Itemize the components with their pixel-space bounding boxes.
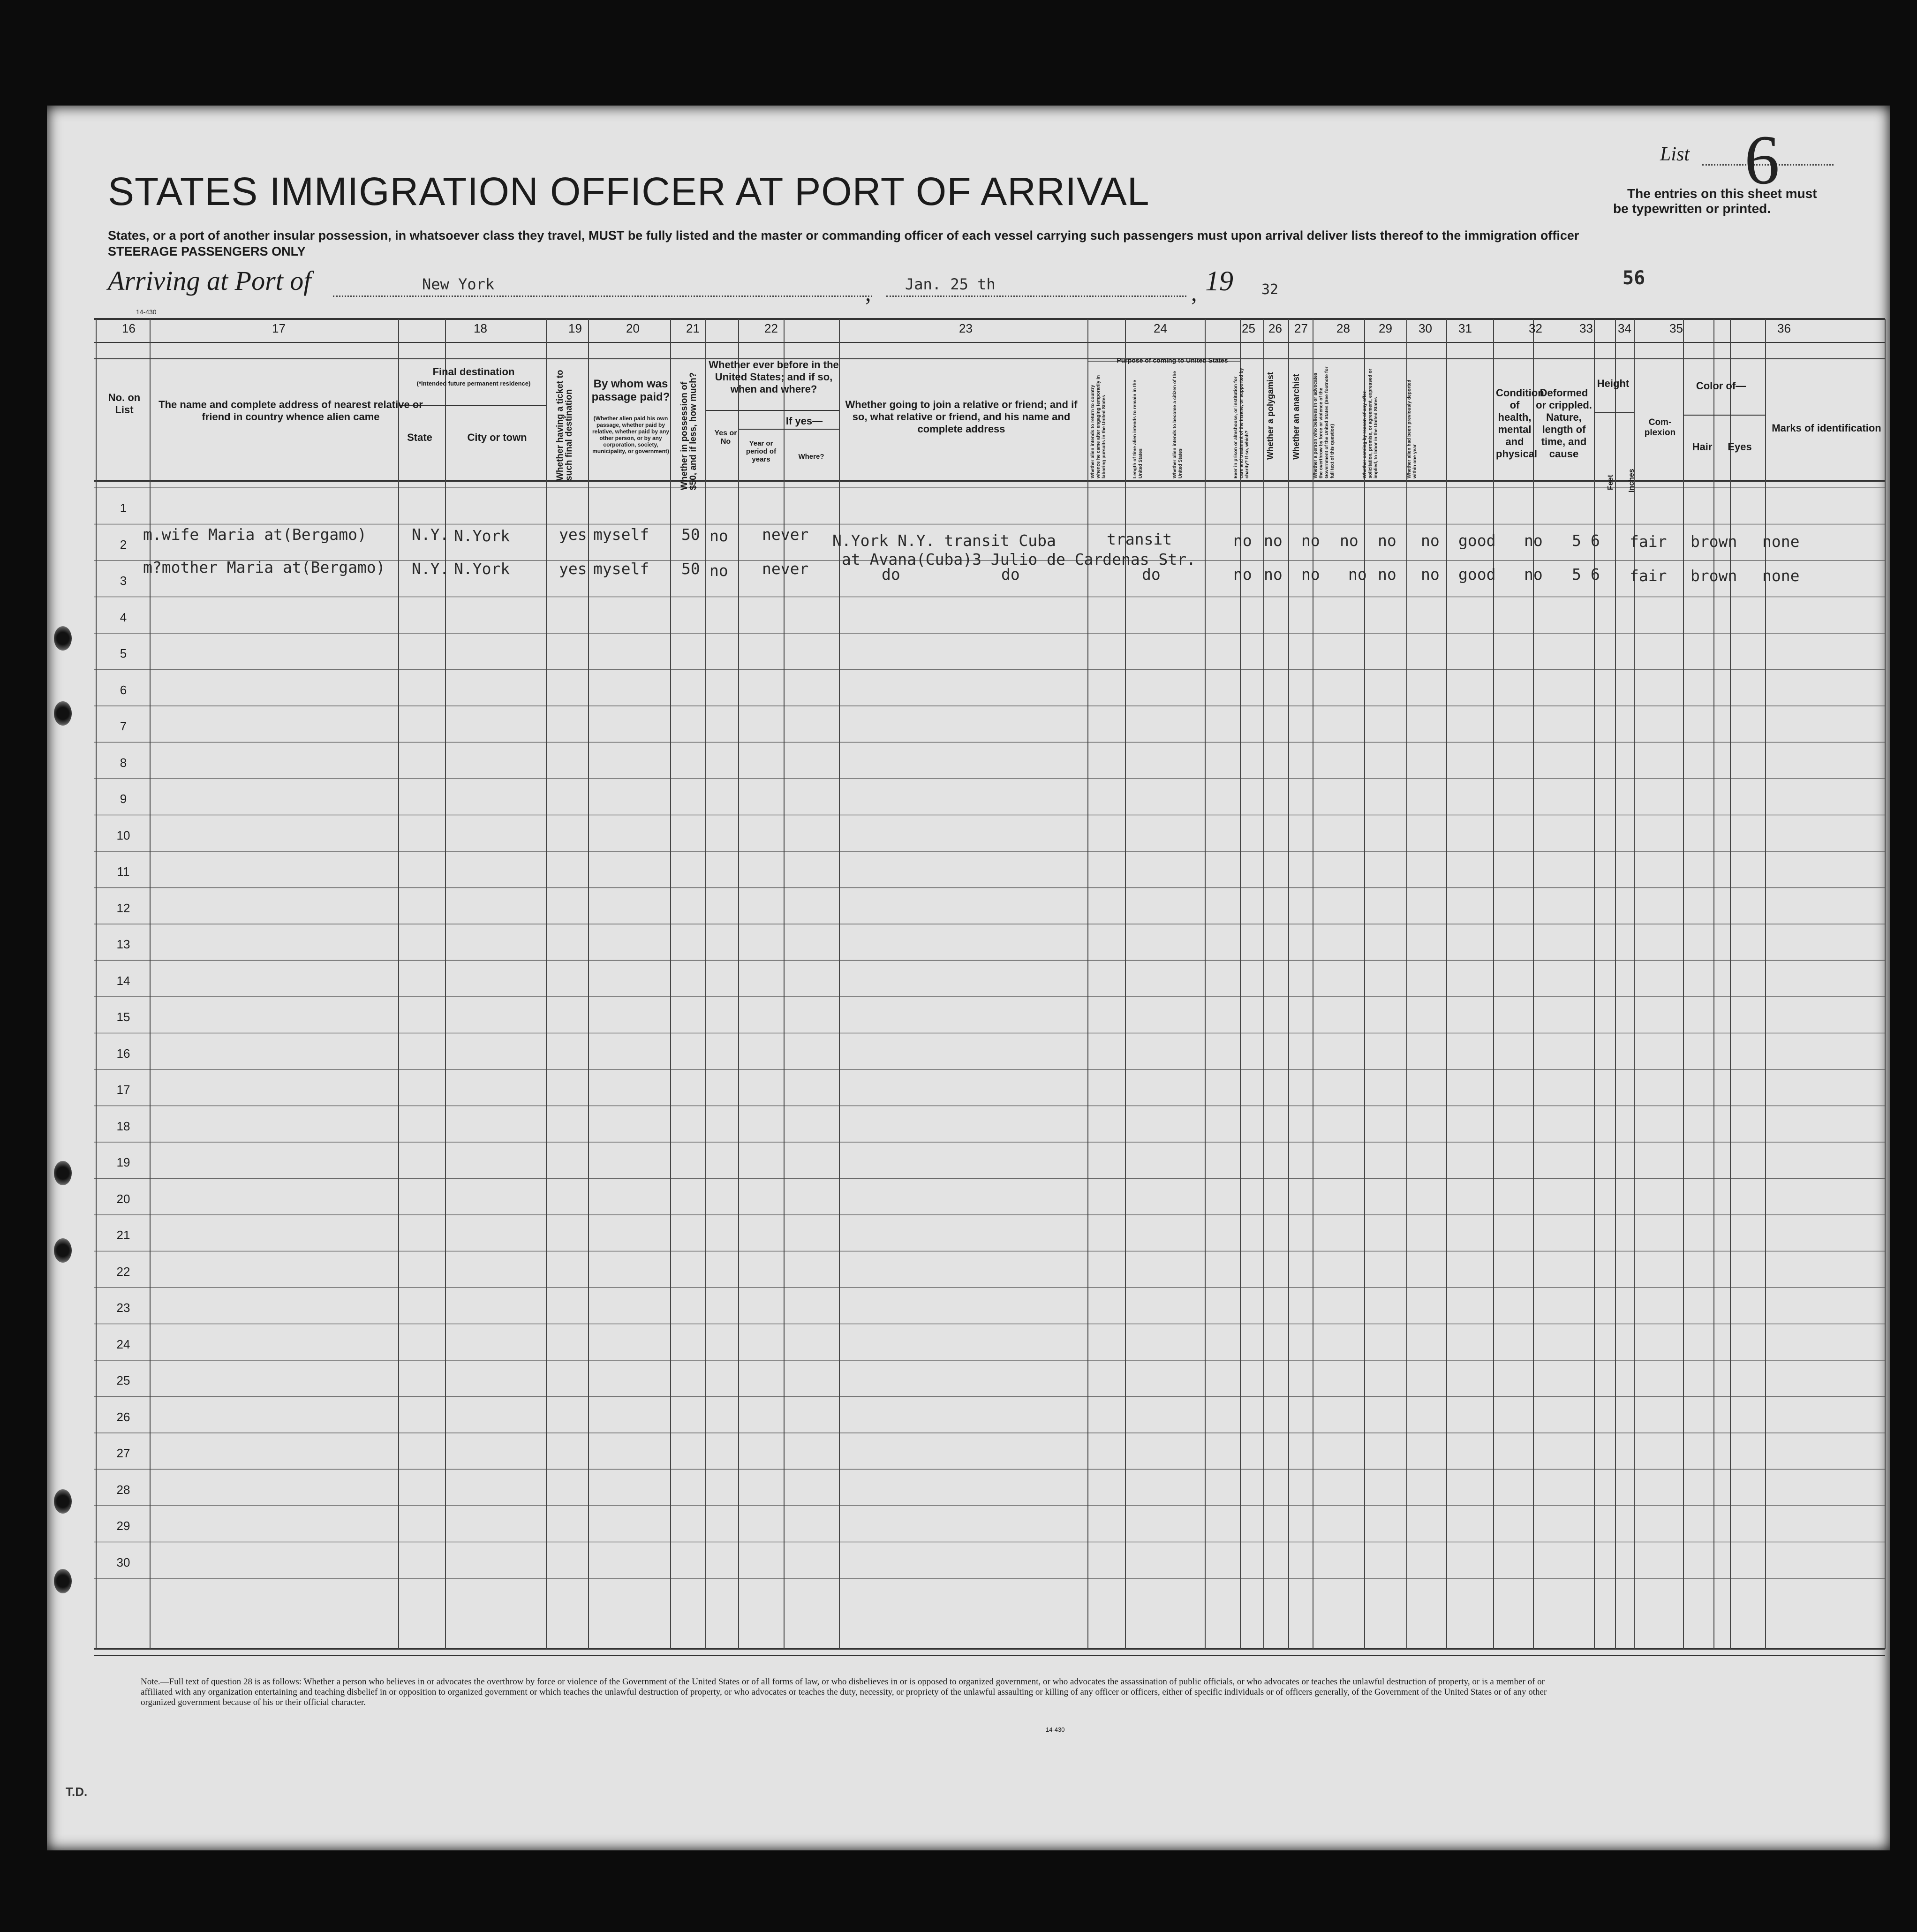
header-final-destination: Final destination <box>432 366 515 378</box>
row-number: 8 <box>120 755 127 770</box>
header-relative: The name and complete address of nearest relative or friend in country whence alien came <box>158 399 423 423</box>
header-inches: Inches <box>1628 469 1636 492</box>
cell-period: never <box>762 560 809 578</box>
page-title: STATES IMMIGRATION OFFICER AT PORT OF ARRIVAL <box>108 169 1150 213</box>
row-number: 4 <box>120 610 127 624</box>
header-state: State <box>407 432 432 443</box>
cell-polygamist: no <box>1264 531 1283 550</box>
row-number: 16 <box>116 1046 130 1061</box>
cell-money: 50 <box>681 525 700 544</box>
header-money: Whether in possession of $50, and if less, how much? <box>679 372 698 490</box>
cell-before: no <box>709 561 728 580</box>
cell-state: N.Y. <box>412 525 449 544</box>
cell-q29: no <box>1378 565 1396 583</box>
port-label: Arriving at Port of <box>108 265 311 296</box>
cell-join-ditto-2: do <box>1001 565 1020 583</box>
punch-hole <box>54 701 72 726</box>
cell-state: N.Y. <box>412 560 449 578</box>
cell-city: N.York <box>454 527 510 545</box>
header-join-relative: Whether going to join a relative or friend; and if so, what relative or friend, and his name and complete address <box>845 399 1078 435</box>
cell-relative: m.wife Maria at(Bergamo) <box>143 525 367 544</box>
header-if-yes: If yes— <box>785 415 823 427</box>
header-prison: Ever in prison or almshouse, or institution for care and treatment of the insane, or supported by charity? If so, which? <box>1233 368 1250 478</box>
row-number: 25 <box>116 1373 130 1387</box>
cell-eyes: none <box>1762 567 1800 585</box>
cell-relative: m?mother Maria at(Bergamo) <box>143 558 385 576</box>
row-number: 21 <box>116 1228 130 1242</box>
list-label: List <box>1660 144 1690 165</box>
cell-before: no <box>709 527 728 545</box>
row-number: 1 <box>120 501 127 515</box>
cell-hair: brown <box>1691 532 1737 551</box>
cell-purpose: do <box>1142 565 1161 583</box>
header-paid-by-sub: (Whether alien paid his own passage, whether paid by relative, whether paid by any other person, or by any corporation, society, municipality, or government) <box>592 415 670 455</box>
row-number: 27 <box>116 1446 130 1460</box>
year-prefix: 19 <box>1205 265 1233 296</box>
row-number: 9 <box>120 792 127 806</box>
header-polygamist: Whether a polygamist <box>1266 371 1275 460</box>
header-final-destination-sub: (*Intended future permanent residence) <box>416 380 531 387</box>
header-purpose-return: Whether alien intends to return to country whence he came after engaging temporarily in laboring pursuits in the United States <box>1090 375 1107 478</box>
row-number: 22 <box>116 1264 130 1279</box>
header-complexion: Com-plexion <box>1644 417 1676 438</box>
cell-join: at Avana(Cuba)3 Julio de Cardenas Str. <box>842 550 1196 568</box>
header-city: City or town <box>467 432 527 443</box>
header-eyes: Eyes <box>1728 441 1752 453</box>
row-number: 23 <box>116 1301 130 1315</box>
row-number: 26 <box>116 1409 130 1424</box>
row-number: 18 <box>116 1119 130 1133</box>
row-number: 29 <box>116 1519 130 1533</box>
manifest-sheet: STATES IMMIGRATION OFFICER AT PORT OF ARRIVAL States, or a port of another insular possession, in whatsoever class they travel, MUST be fully listed and the master or commanding officer of each vessel carrying such passengers must upon arrival deliver lists thereof to the immigration officer STEERAGE PASSENGERS ONLY List 6 The entries on this sheet must be typewritten or printed. Arriving at Port of New York , Jan. 25 th , 19 32 56 14-430 16 17 18 19 20 21 22 23 24 25 26 27 28 29 30 31 32 33 34 35 36 No. on List The name and complete address of nearest relative or friend in country whence alien came Final destination (*Intended future permanent residence) State City or town Whether having a ticket to such final destination By whom was passage paid? (Whether alien paid his own passage, whether paid by relative, whether paid by any other person, or by any corporation, society, municipality, or government) Whether in possession of $50, and if less, how much? Whether ever before in the United States; and if so, when and where? Yes or No If yes— Year or period of years Where? Whether going to join a relative or friend; and if so, what relative or friend, and his name and complete address Purpose of coming to United States Whether alien intends to return to country whence he came after engaging temporarily in laboring pursuits in the United States Length of time alien intends to remain in the United States Whether alien intends to become a citizen of the United States Ever in prison or almshouse, or institution for care and treatment of the insane, or supported by charity? If so, which? Whether a polygamist Whether an anarchist Whether a person who believes in or advocates the overthrow by force or violence of the Government of the United States (See footnote for full text of this question) Whether coming by reason of any offer, solicitation, promise, or agreement, expressed or implied, to labor in the United States Whether alien had been previously deported within one year Condition of health, mental and physical Deformed or crippled. Nature, length of time, and cause Height Feet Inches Com-plexion Color of— Hair Eyes Marks of identification 1 2 3 4 5 6 7 8 9 10 11 12 13 14 15 16 17 18 19 20 21 22 23 24 25 26 27 28 29 30 m.wife Maria at(Bergamo) N.Y. N.York yes myself 50 no never N.York N.Y. transit Cuba transit no no no no no no good no 5 6 fair brown none m?mother Maria at(Bergamo) N.Y. N.York yes myself 50 no never at Avana(Cuba)3 Julio de Cardenas Str. do do do no no no no no no good no 5 6 fair brown none Note.—Full text of question 28 is as follows: Whether a person who believes in or advocates the overthrow by force or violence of the Government of the United States or of all forms of law, or who disbelieves in or is opposed to organized government, or who advocates the assassination of public officials, or who advocates or teaches the unlawful destruction of property, or is a member of or affiliated with any organization entertaining and teaching disbelief in or opposition to organized government or which teaches the unlawful destruction of property, or who advocates or teaches the duty, necessity, or propriety of the unlawful assaulting or killing of any officer or officers, either of specific individuals or of officers generally, of the Government of the United States or of any other organized government because of his or their official character. 14-430 T.D. <box>47 106 1890 1850</box>
cell-health: good <box>1458 565 1496 583</box>
cell-deformed: no <box>1524 565 1543 583</box>
row-number: 15 <box>116 1010 130 1024</box>
cell-hair: brown <box>1691 567 1737 585</box>
manifest-grid <box>47 106 1890 1850</box>
date-value: Jan. 25 th <box>905 275 996 293</box>
cell-eyes: none <box>1762 532 1800 551</box>
row-number: 28 <box>116 1482 130 1497</box>
cell-complexion: fair <box>1630 532 1667 551</box>
header-no-on-list: No. on List <box>108 392 141 416</box>
cell-ticket: yes <box>559 525 587 544</box>
cell-prison: no <box>1233 531 1252 550</box>
cell-anarchist: no <box>1301 531 1320 550</box>
instruction-text: States, or a port of another insular possession, in whatsoever class they travel, MUST be fully listed and the master or commanding officer of each vessel carrying such passengers must upon arrival deliver lists thereof to the immigration officer <box>108 228 1579 242</box>
header-deported: Whether alien had been previously deported within one year <box>1407 379 1418 478</box>
punch-hole <box>54 1569 72 1593</box>
row-number: 11 <box>117 864 130 879</box>
form-code: 14-430 <box>136 308 157 316</box>
row-number: 6 <box>120 682 127 697</box>
row-number: 14 <box>116 973 130 988</box>
cell-paid-by: myself <box>593 525 649 544</box>
footer-td: T.D. <box>66 1785 88 1799</box>
cell-health: good <box>1458 531 1496 550</box>
header-purpose: Purpose of coming to United States <box>1117 356 1228 364</box>
year-suffix: 32 <box>1261 281 1279 298</box>
header-yes-no: Yes or No <box>714 429 737 446</box>
header-period: Year or period of years <box>746 439 777 463</box>
header-purpose-length: Length of time alien intends to remain in the United States <box>1132 379 1143 478</box>
row-number: 12 <box>116 901 130 915</box>
header-marks: Marks of identification <box>1772 422 1881 434</box>
header-q29: Whether coming by reason of any offer, solicitation, promise, or agreement, expressed or implied, to labor in the United States <box>1362 369 1379 478</box>
footer-note: Note.—Full text of question 28 is as follows: Whether a person who believes in or advocates the overthrow by force or violence of the Government of the United States or of all forms of law, or who disbelieves in or is opposed to organized government, or who advocates the assassination of public officials, or who advocates or teaches the unlawful destruction of property, or is a member of or affiliated with any organization entertaining and teaching disbelief in or opposition to organized government or which teaches the unlawful destruction of property, or who advocates or teaches the duty, necessity, or propriety of the unlawful assaulting or killing of any officer or officers, either of specific individuals or of officers generally, of the Government of the United States or of any other organized government because of his or their official character. <box>141 1677 1547 1707</box>
row-number: 13 <box>116 937 130 951</box>
cell-feet: 5 <box>1572 565 1581 583</box>
cell-q30: no <box>1421 531 1440 550</box>
list-number: 6 <box>1744 121 1780 199</box>
row-number: 17 <box>116 1083 130 1097</box>
header-deformed: Deformed or crippled. Nature, length of time, and cause <box>1536 387 1592 460</box>
cell-q28: no <box>1340 531 1359 550</box>
punch-hole <box>54 626 72 651</box>
header-paid-by: By whom was passage paid? <box>591 378 670 403</box>
cell-anarchist: no <box>1301 565 1320 583</box>
header-before-in-us: Whether ever before in the United States; and if so, when and where? <box>709 359 839 395</box>
cell-q29: no <box>1378 531 1396 550</box>
page-number: 56 <box>1623 267 1645 289</box>
cell-join-ditto: do <box>882 565 900 583</box>
row-number: 3 <box>120 574 127 588</box>
cell-prison: no <box>1233 565 1252 583</box>
cell-purpose: transit <box>1107 530 1172 548</box>
header-purpose-citizen: Whether alien intends to become a citizen of the United States <box>1172 371 1183 478</box>
header-health: Condition of health, mental and physical <box>1496 387 1544 460</box>
typed-note-1: The entries on this sheet must <box>1627 186 1817 201</box>
header-height: Height <box>1597 378 1630 389</box>
cell-deformed: no <box>1524 531 1543 550</box>
cell-q28: no <box>1348 565 1367 583</box>
cell-feet: 5 <box>1572 531 1581 550</box>
cell-period: never <box>762 525 809 544</box>
row-number: 10 <box>116 828 130 842</box>
cell-q30: no <box>1421 565 1440 583</box>
header-anarchist: Whether an anarchist <box>1291 373 1301 460</box>
row-number: 19 <box>116 1155 130 1169</box>
cell-paid-by: myself <box>593 560 649 578</box>
header-where: Where? <box>798 453 824 461</box>
cell-ticket: yes <box>559 560 587 578</box>
cell-join: N.York N.Y. transit Cuba <box>832 531 1056 550</box>
cell-complexion: fair <box>1630 567 1667 585</box>
steerage-label: STEERAGE PASSENGERS ONLY <box>108 244 306 258</box>
header-hair: Hair <box>1692 441 1713 453</box>
punch-hole <box>54 1238 72 1263</box>
cell-inches: 6 <box>1591 531 1600 550</box>
header-q28: Whether a person who believes in or advocates the overthrow by force or violence of the Government of the United States (See footnote for full text of this question) <box>1313 366 1335 478</box>
footer-code: 14-430 <box>1046 1726 1065 1733</box>
punch-hole <box>54 1161 72 1185</box>
cell-money: 50 <box>681 560 700 578</box>
row-number: 30 <box>116 1555 130 1569</box>
typed-note-2: be typewritten or printed. <box>1613 201 1771 216</box>
cell-inches: 6 <box>1591 565 1600 583</box>
row-number: 2 <box>120 537 127 552</box>
row-number: 24 <box>116 1337 130 1351</box>
port-value: New York <box>422 275 495 293</box>
row-number: 5 <box>120 646 127 660</box>
row-number: 7 <box>120 719 127 733</box>
header-feet: Feet <box>1607 475 1615 490</box>
row-number: 20 <box>116 1191 130 1206</box>
cell-polygamist: no <box>1264 565 1283 583</box>
punch-hole <box>54 1489 72 1514</box>
cell-city: N.York <box>454 560 510 578</box>
header-color-of: Color of— <box>1696 380 1746 392</box>
header-ticket: Whether having a ticket to such final destination <box>555 370 574 481</box>
